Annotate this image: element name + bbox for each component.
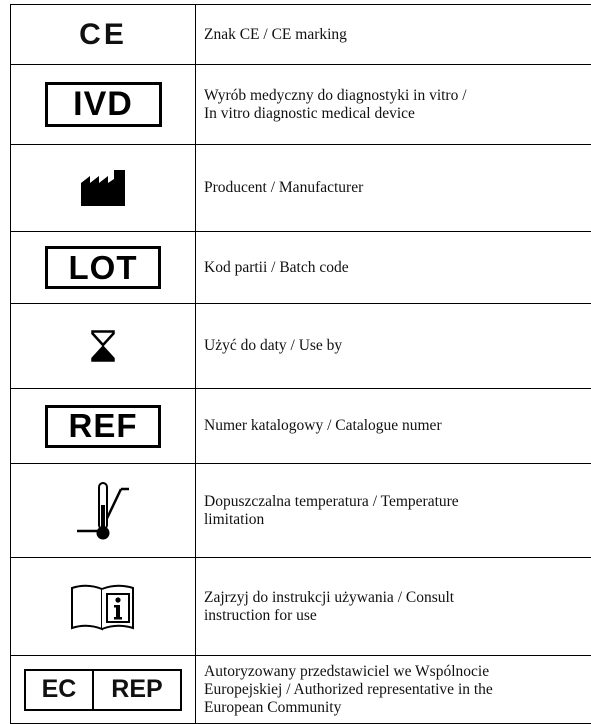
description-text: Producent / Manufacturer	[204, 179, 585, 197]
description-text: Wyrób medyczny do diagnostyki in vitro /	[204, 87, 585, 105]
description-cell	[196, 304, 591, 389]
lot-icon: LOT	[45, 246, 161, 289]
table-row	[11, 304, 591, 389]
ce-marking-icon: CE	[79, 18, 127, 51]
ivd-icon: IVD	[45, 82, 162, 127]
description-cell	[196, 464, 591, 558]
description-text: Numer katalogowy / Catalogue numer	[204, 417, 585, 435]
description-cell	[196, 656, 591, 724]
table-row	[11, 145, 591, 232]
ec-label: EC	[26, 671, 94, 709]
table-row	[11, 232, 591, 304]
symbol-cell	[11, 65, 196, 145]
table-row	[11, 464, 591, 558]
description-cell	[196, 389, 591, 464]
symbol-cell	[11, 304, 196, 389]
symbol-cell	[11, 558, 196, 656]
symbol-cell	[11, 389, 196, 464]
description-text: Kod partii / Batch code	[204, 259, 585, 277]
description-cell	[196, 232, 591, 304]
symbols-table	[10, 4, 591, 724]
symbol-cell	[11, 5, 196, 65]
description-cell	[196, 5, 591, 65]
description-text: Europejskiej / Authorized representative in the	[204, 681, 585, 699]
temperature-limit-icon	[77, 481, 129, 541]
description-text: Autoryzowany przedstawiciel we Wspólnocie	[204, 663, 585, 681]
description-cell	[196, 145, 591, 232]
symbol-cell	[11, 656, 196, 724]
table-row	[11, 656, 591, 724]
symbol-cell	[11, 232, 196, 304]
consult-instructions-icon	[70, 582, 136, 632]
description-text: Dopuszczalna temperatura / Temperature	[204, 493, 585, 511]
description-cell	[196, 65, 591, 145]
manufacturer-icon	[81, 170, 125, 206]
table-row	[11, 5, 591, 65]
table-row	[11, 558, 591, 656]
table-row	[11, 389, 591, 464]
description-text: In vitro diagnostic medical device	[204, 105, 585, 123]
description-text: instruction for use	[204, 607, 585, 625]
description-text: Zajrzyj do instrukcji używania / Consult	[204, 589, 585, 607]
symbol-cell	[11, 145, 196, 232]
table-row	[11, 65, 591, 145]
ref-icon: REF	[45, 405, 161, 448]
use-by-hourglass-icon	[91, 330, 115, 362]
description-text: limitation	[204, 511, 585, 529]
description-text: European Community	[204, 699, 585, 717]
symbol-cell	[11, 464, 196, 558]
description-cell	[196, 558, 591, 656]
ec-rep-icon	[24, 669, 182, 711]
rep-label: REP	[94, 671, 180, 709]
description-text: Znak CE / CE marking	[204, 26, 585, 44]
description-text: Użyć do daty / Use by	[204, 337, 585, 355]
